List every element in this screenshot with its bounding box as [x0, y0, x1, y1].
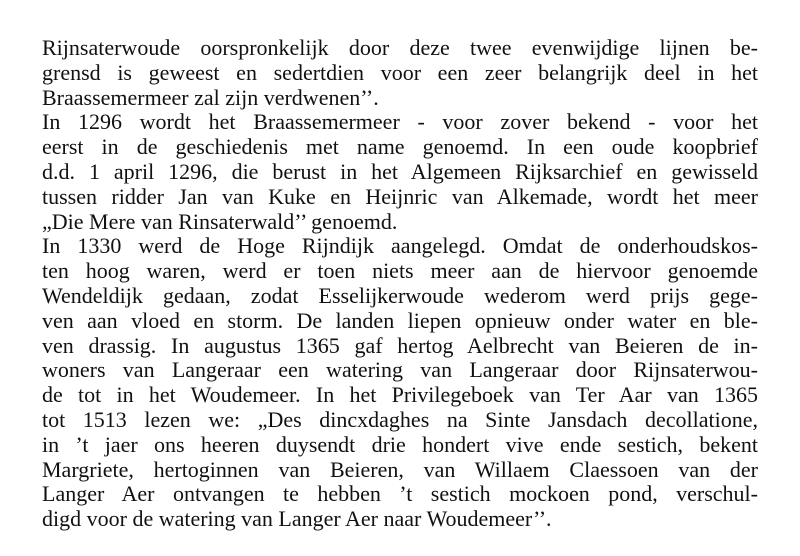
text-line: Langer Aer ontvangen te hebben ’t sestich mockoen pond, verschul- [42, 481, 758, 507]
text-line: tussen ridder Jan van Kuke en Heijnric van Alkemade, wordt het meer [42, 183, 758, 209]
text-line: In 1296 wordt het Braassemermeer - voor zover bekend - voor het [42, 109, 758, 135]
text-line: eerst in de geschiedenis met name genoemd. In een oude koopbrief [42, 134, 758, 160]
text-line: tot 1513 lezen we: „Des dincxdaghes na Sinte Jansdach decollatione, [42, 406, 758, 432]
text-line: „Die Mere van Rinsaterwald’’ genoemd. [42, 208, 398, 234]
text-line: Rijnsaterwoude oorspronkelijk door deze twee evenwijdige lijnen be- [42, 35, 758, 60]
text-line: ten hoog waren, werd er toen niets meer aan de hiervoor genoemde [42, 258, 758, 284]
text-line: in ’t jaer ons heeren duysendt drie hondert vive ende sestich, bekent [42, 431, 758, 457]
text-line: ven aan vloed en storm. De landen liepen opnieuw onder water en ble- [42, 307, 758, 333]
document-text [42, 36, 758, 532]
text-line: Wendeldijk gedaan, zodat Esselijkerwoude wederom werd prijs gege- [42, 282, 758, 308]
text-line: de tot in het Woudemeer. In het Privilegeboek van Ter Aar van 1365 [42, 382, 758, 408]
text-line: In 1330 werd de Hoge Rijndijk aangelegd. Omdat de onderhoudskos- [42, 233, 758, 259]
text-line: Margriete, hertoginnen van Beieren, van Willaem Claessoen van der [42, 456, 758, 482]
text-line: Braassemermeer zal zijn verdwenen’’. [42, 84, 379, 110]
text-line: d.d. 1 april 1296, die berust in het Algemeen Rijksarchief en gewisseld [42, 158, 758, 184]
text-line: digd voor de watering van Langer Aer naar Woudemeer’’. [42, 506, 552, 532]
text-line: grensd is geweest en sedertdien voor een zeer belangrijk deel in het [42, 59, 758, 85]
text-line: woners van Langeraar een watering van Langeraar door Rijnsaterwou- [42, 357, 758, 383]
text-line: ven drassig. In augustus 1365 gaf hertog Aelbrecht van Beieren de in- [42, 332, 758, 358]
